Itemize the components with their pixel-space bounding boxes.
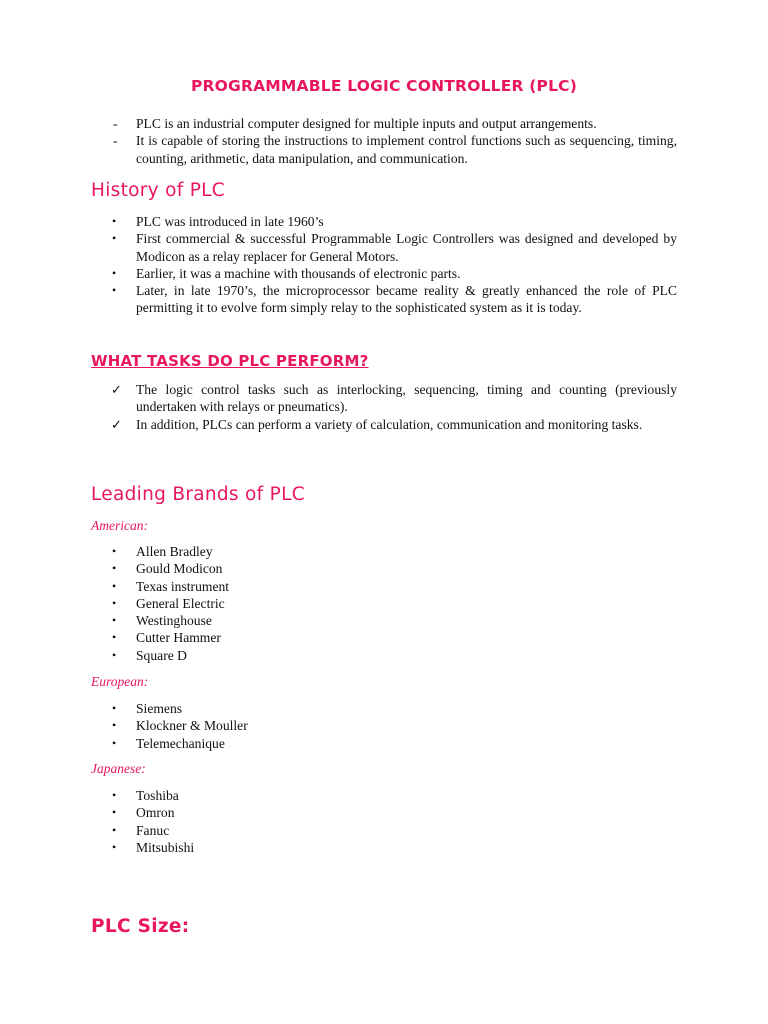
european-brands-list	[110, 700, 677, 752]
brand-item	[110, 612, 677, 629]
brand-name: Omron	[136, 805, 175, 821]
tasks-item-text: The logic control tasks such as interlocking, sequencing, timing and counting (previously undertaken with relays or pneumatics).	[136, 382, 677, 415]
bullet-marker: •	[112, 822, 117, 837]
bullet-marker: •	[112, 647, 117, 662]
bullet-marker: •	[112, 788, 117, 802]
european-label: European:	[91, 674, 149, 689]
bullet-marker: •	[112, 718, 117, 733]
history-item	[110, 265, 677, 282]
brand-item	[110, 543, 677, 560]
brand-name: Square D	[136, 647, 187, 663]
brand-item	[110, 735, 677, 752]
history-list	[110, 213, 677, 317]
brand-name: Telemechanique	[136, 735, 225, 751]
brand-name: Cutter Hammer	[136, 630, 221, 646]
dash-marker: -	[113, 116, 118, 131]
plc-size-heading: PLC Size:	[91, 916, 190, 937]
brand-item	[110, 787, 677, 804]
brand-name: Texas instrument	[136, 578, 230, 594]
bullet-marker: •	[112, 214, 117, 228]
tasks-item	[110, 381, 677, 416]
history-item-text: Later, in late 1970’s, the microprocessor became reality & greatly enhanced the role of PLC permitting it to evolve form simply relay to the sophisticated system as it is today.	[136, 283, 677, 316]
brand-name: Siemens	[136, 701, 183, 716]
brand-item	[110, 578, 677, 595]
document-title: PROGRAMMABLE LOGIC CONTROLLER (PLC)	[190, 77, 578, 95]
brand-name: Westinghouse	[136, 613, 212, 629]
brand-item	[110, 839, 677, 856]
bullet-marker: •	[112, 578, 117, 593]
history-heading: History of PLC	[91, 180, 225, 201]
japanese-brands-list	[110, 787, 677, 856]
brand-name: Fanuc	[136, 822, 170, 838]
check-icon: ✓	[111, 382, 122, 397]
intro-item	[110, 115, 677, 132]
bullet-marker: •	[112, 544, 117, 558]
tasks-item	[110, 416, 677, 433]
bullet-marker: •	[112, 630, 117, 645]
tasks-item-text: In addition, PLCs can perform a variety of calculation, communication and monitoring tasks.	[136, 416, 643, 432]
brand-item	[110, 717, 677, 734]
bullet-marker: •	[112, 561, 117, 576]
brand-item	[110, 560, 677, 577]
history-item-text: Earlier, it was a machine with thousands of electronic parts.	[136, 265, 461, 281]
brand-name: Toshiba	[136, 788, 179, 803]
brand-name: Klockner & Mouller	[136, 718, 248, 734]
brand-item	[110, 629, 677, 646]
brand-item	[110, 822, 677, 839]
brand-item	[110, 804, 677, 821]
tasks-heading: WHAT TASKS DO PLC PERFORM?	[91, 352, 369, 370]
bullet-marker: •	[112, 231, 117, 246]
check-icon: ✓	[111, 416, 122, 432]
bullet-marker: •	[112, 613, 117, 628]
bullet-marker: •	[112, 701, 117, 715]
brand-name: Gould Modicon	[136, 561, 223, 577]
brands-heading: Leading Brands of PLC	[91, 484, 305, 505]
american-brands-list	[110, 543, 677, 664]
bullet-marker: •	[112, 805, 117, 820]
intro-item-text: PLC is an industrial computer designed for multiple inputs and output arrangements.	[136, 116, 597, 131]
american-label: American:	[91, 518, 148, 533]
bullet-marker: •	[112, 283, 117, 298]
brand-name: Allen Bradley	[136, 544, 213, 559]
history-item	[110, 282, 677, 317]
brand-item	[110, 700, 677, 717]
brand-item	[110, 595, 677, 612]
tasks-list	[110, 381, 677, 433]
intro-list	[110, 115, 677, 167]
intro-item-text: It is capable of storing the instructions to implement control functions such as sequencing, timing, counting, arithmetic, data manipulation, and communication.	[136, 133, 677, 166]
history-item	[110, 213, 677, 230]
bullet-marker: •	[112, 595, 117, 610]
bullet-marker: •	[112, 735, 117, 750]
bullet-marker: •	[112, 265, 117, 280]
bullet-marker: •	[112, 839, 117, 854]
intro-item	[110, 132, 677, 167]
history-item	[110, 230, 677, 265]
dash-marker: -	[113, 133, 118, 149]
history-item-text: First commercial & successful Programmable Logic Controllers was designed and developed by Modicon as a relay replacer for General Motors.	[136, 231, 677, 264]
japanese-label: Japanese:	[91, 761, 146, 776]
history-item-text: PLC was introduced in late 1960’s	[136, 214, 324, 229]
brand-name: Mitsubishi	[136, 839, 195, 855]
brand-name: General Electric	[136, 595, 225, 611]
brand-item	[110, 647, 677, 664]
